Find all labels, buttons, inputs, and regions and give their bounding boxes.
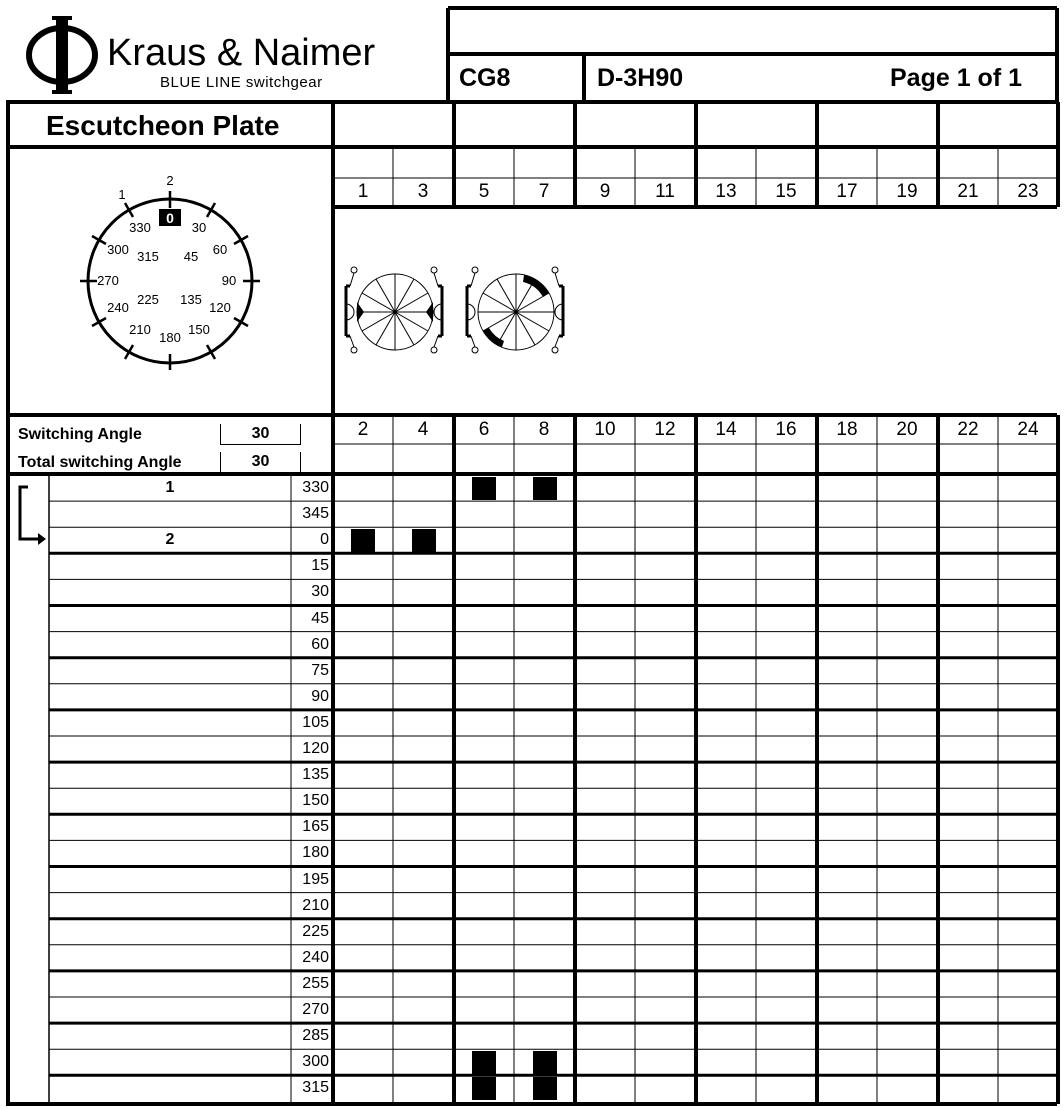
angle-135: 135 [302,766,329,784]
series-code: CG8 [459,64,511,92]
dial-label: 180 [159,330,181,345]
dial-position-2: 2 [166,173,174,188]
page-title: Escutcheon Plate [46,110,280,141]
terminal-top-17: 17 [836,181,858,202]
dial-label: 45 [183,249,199,264]
position-label-2: 2 [165,531,175,549]
closed-contact-5-6-315 [472,1077,496,1100]
position-label-1: 1 [165,479,175,496]
terminal-bottom-14: 14 [715,419,737,440]
terminal-bottom-2: 2 [357,419,369,440]
angle-75: 75 [311,661,329,679]
terminal-top-7: 7 [538,181,550,202]
terminal-bottom-16: 16 [775,419,797,440]
terminal-bottom-18: 18 [836,419,858,440]
closed-contact-5-6-330 [472,477,496,500]
total-switching-angle-label: Total switching Angle [18,454,182,471]
angle-150: 150 [302,792,329,810]
closed-contact-5-6-300 [472,1051,496,1074]
angle-225: 225 [302,922,329,940]
angle-45: 45 [311,609,329,627]
position-jump-arrow-icon [14,483,46,549]
angle-270: 270 [302,1001,329,1018]
terminal-top-1: 1 [357,181,369,202]
terminal-bottom-12: 12 [654,419,676,440]
dial-label: 315 [137,249,159,264]
terminal-bottom-10: 10 [594,419,616,440]
closed-contact-7-8-315 [533,1077,557,1100]
dial-label: 135 [180,292,202,307]
closed-contact-7-8-330 [533,477,557,500]
terminal-top-13: 13 [715,181,737,202]
dial-label: 300 [107,242,129,257]
terminal-top-3: 3 [417,181,429,202]
dial-label: 30 [191,220,207,235]
angle-300: 300 [302,1053,329,1071]
dial-label: 330 [129,220,151,235]
closed-contact-1-2-0 [351,529,375,552]
angle-240: 240 [302,948,329,966]
terminal-bottom-4: 4 [417,419,429,440]
angle-180: 180 [302,844,329,862]
dial-label: 240 [107,300,129,315]
terminal-top-5: 5 [478,181,490,202]
terminal-top-21: 21 [957,181,979,202]
dial-label: 210 [129,322,151,337]
dial-label: 225 [137,292,159,307]
closed-contact-7-8-300 [533,1051,557,1074]
switching-angle-label: Switching Angle [18,426,142,443]
terminal-bottom-24: 24 [1017,419,1039,440]
dial-label: 120 [209,300,231,315]
program-code: D-3H90 [597,64,684,92]
dial-label: 60 [212,242,228,257]
terminal-bottom-6: 6 [478,419,490,440]
page-indicator: Page 1 of 1 [890,64,1022,92]
angle-15: 15 [311,557,329,575]
total-switching-angle-value: 30 [220,452,301,473]
terminal-top-19: 19 [896,181,918,202]
angle-90: 90 [311,687,329,705]
terminal-bottom-22: 22 [957,419,979,440]
angle-120: 120 [302,740,329,757]
angle-345: 345 [302,505,329,523]
brand-tagline: BLUE LINE switchgear [160,74,323,91]
terminal-top-9: 9 [599,181,611,202]
terminal-bottom-8: 8 [538,419,550,440]
switching-angle-value: 30 [220,424,301,445]
terminal-top-11: 11 [655,181,675,202]
angle-210: 210 [302,896,329,914]
terminal-top-23: 23 [1017,181,1039,202]
dial-label: 270 [97,273,119,288]
angle-285: 285 [302,1027,329,1045]
angle-60: 60 [311,635,329,653]
angle-165: 165 [302,818,329,836]
closed-contact-3-4-0 [412,529,436,552]
dial-position-1: 1 [118,187,126,202]
zero-mark: 0 [166,210,174,226]
angle-255: 255 [302,974,329,992]
dial-label: 90 [221,273,237,288]
dial-label: 150 [188,322,210,337]
angle-105: 105 [302,713,329,731]
terminal-top-15: 15 [775,181,797,202]
angle-315: 315 [302,1079,329,1097]
terminal-bottom-20: 20 [896,419,918,440]
angle-330: 330 [302,479,329,496]
brand-name: Kraus & Naimer [107,32,376,74]
angle-195: 195 [302,870,329,888]
angle-30: 30 [311,583,329,601]
angle-0: 0 [320,531,329,549]
